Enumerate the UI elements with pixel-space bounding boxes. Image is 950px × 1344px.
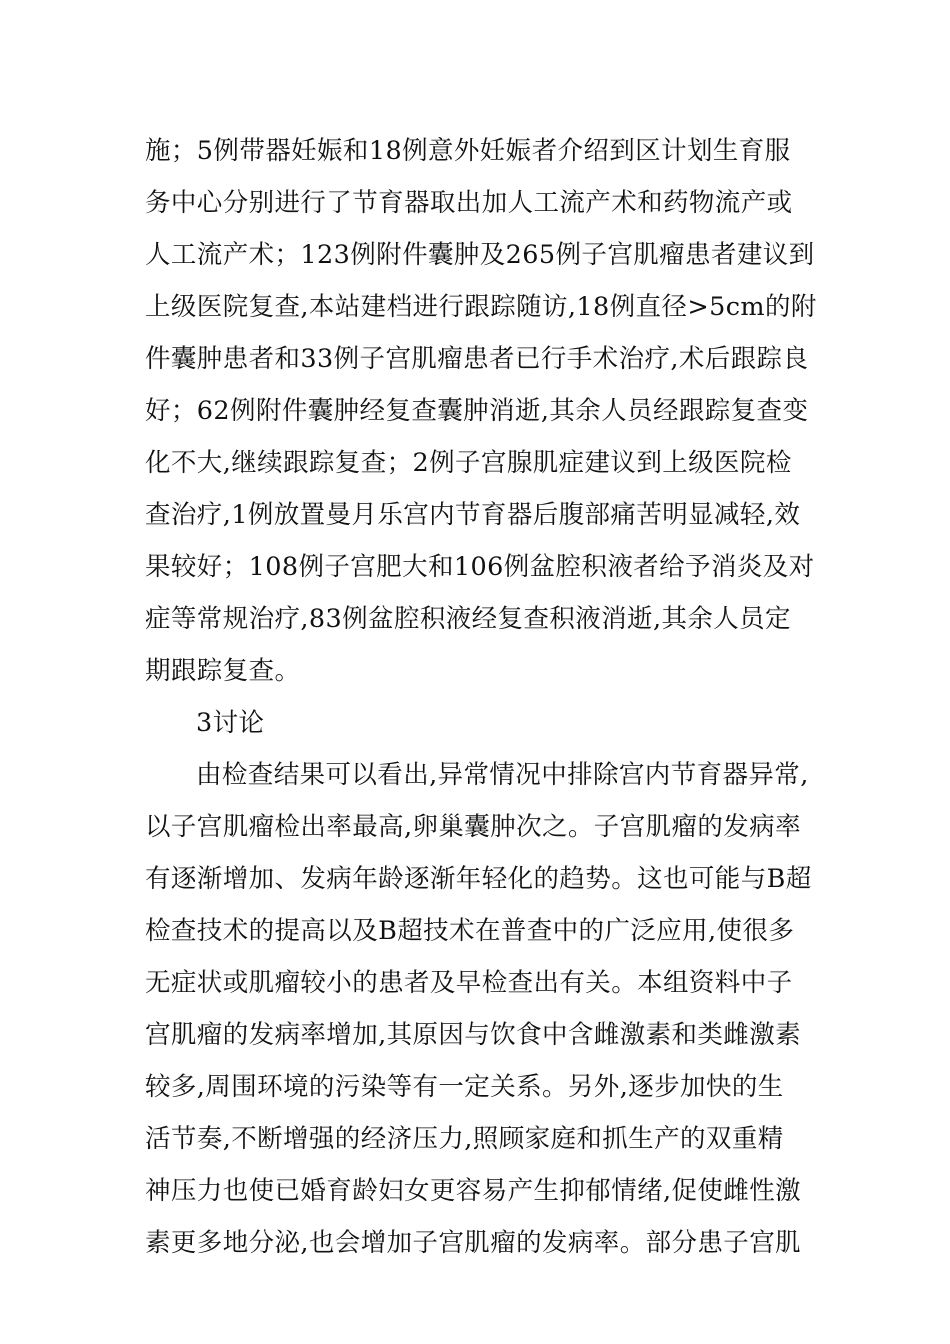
text-line: 检查技术的提高以及B超技术在普查中的广泛应用,使很多: [145, 916, 795, 946]
text-line: 以子宫肌瘤检出率最高,卵巢囊肿次之。子宫肌瘤的发病率: [145, 812, 802, 842]
text-line: 果较好；108例子宫肥大和106例盆腔积液者给予消炎及对: [145, 552, 815, 582]
text-line: 较多,周围环境的污染等有一定关系。另外,逐步加快的生: [145, 1072, 784, 1102]
text-line: 施；5例带器妊娠和18例意外妊娠者介绍到区计划生育服: [145, 136, 791, 166]
text-line: 活节奏,不断增强的经济压力,照顾家庭和抓生产的双重精: [145, 1124, 784, 1154]
text-line: 务中心分别进行了节育器取出加人工流产术和药物流产或: [145, 188, 793, 218]
text-line: 查治疗,1例放置曼月乐宫内节育器后腹部痛苦明显减轻,效: [145, 500, 801, 530]
text-line: 人工流产术；123例附件囊肿及265例子宫肌瘤患者建议到: [145, 240, 815, 270]
text-line: 宫肌瘤的发病率增加,其原因与饮食中含雌激素和类雌激素: [145, 1020, 802, 1050]
text-line: 症等常规治疗,83例盆腔积液经复查积液消逝,其余人员定: [145, 604, 791, 634]
text-line: 化不大,继续跟踪复查；2例子宫腺肌症建议到上级医院检: [145, 448, 792, 478]
text-line: 期跟踪复查。: [145, 656, 301, 686]
text-line: 件囊肿患者和33例子宫肌瘤患者已行手术治疗,术后跟踪良: [145, 344, 809, 374]
text-line: 上级医院复查,本站建档进行跟踪随访,18例直径>5cm的附: [145, 292, 817, 322]
text-line: 无症状或肌瘤较小的患者及早检查出有关。本组资料中子: [145, 968, 793, 998]
text-line: 神压力也使已婚育龄妇女更容易产生抑郁情绪,促使雌性激: [145, 1176, 802, 1206]
text-line: 好；62例附件囊肿经复查囊肿消逝,其余人员经跟踪复查变: [145, 396, 809, 426]
text-line: 由检查结果可以看出,异常情况中排除宫内节育器异常,: [196, 760, 809, 790]
text-line: 素更多地分泌,也会增加子宫肌瘤的发病率。部分患子宫肌: [145, 1228, 802, 1258]
section-heading: 3讨论: [196, 708, 265, 738]
text-line: 有逐渐增加、发病年龄逐渐年轻化的趋势。这也可能与B超: [145, 864, 812, 894]
